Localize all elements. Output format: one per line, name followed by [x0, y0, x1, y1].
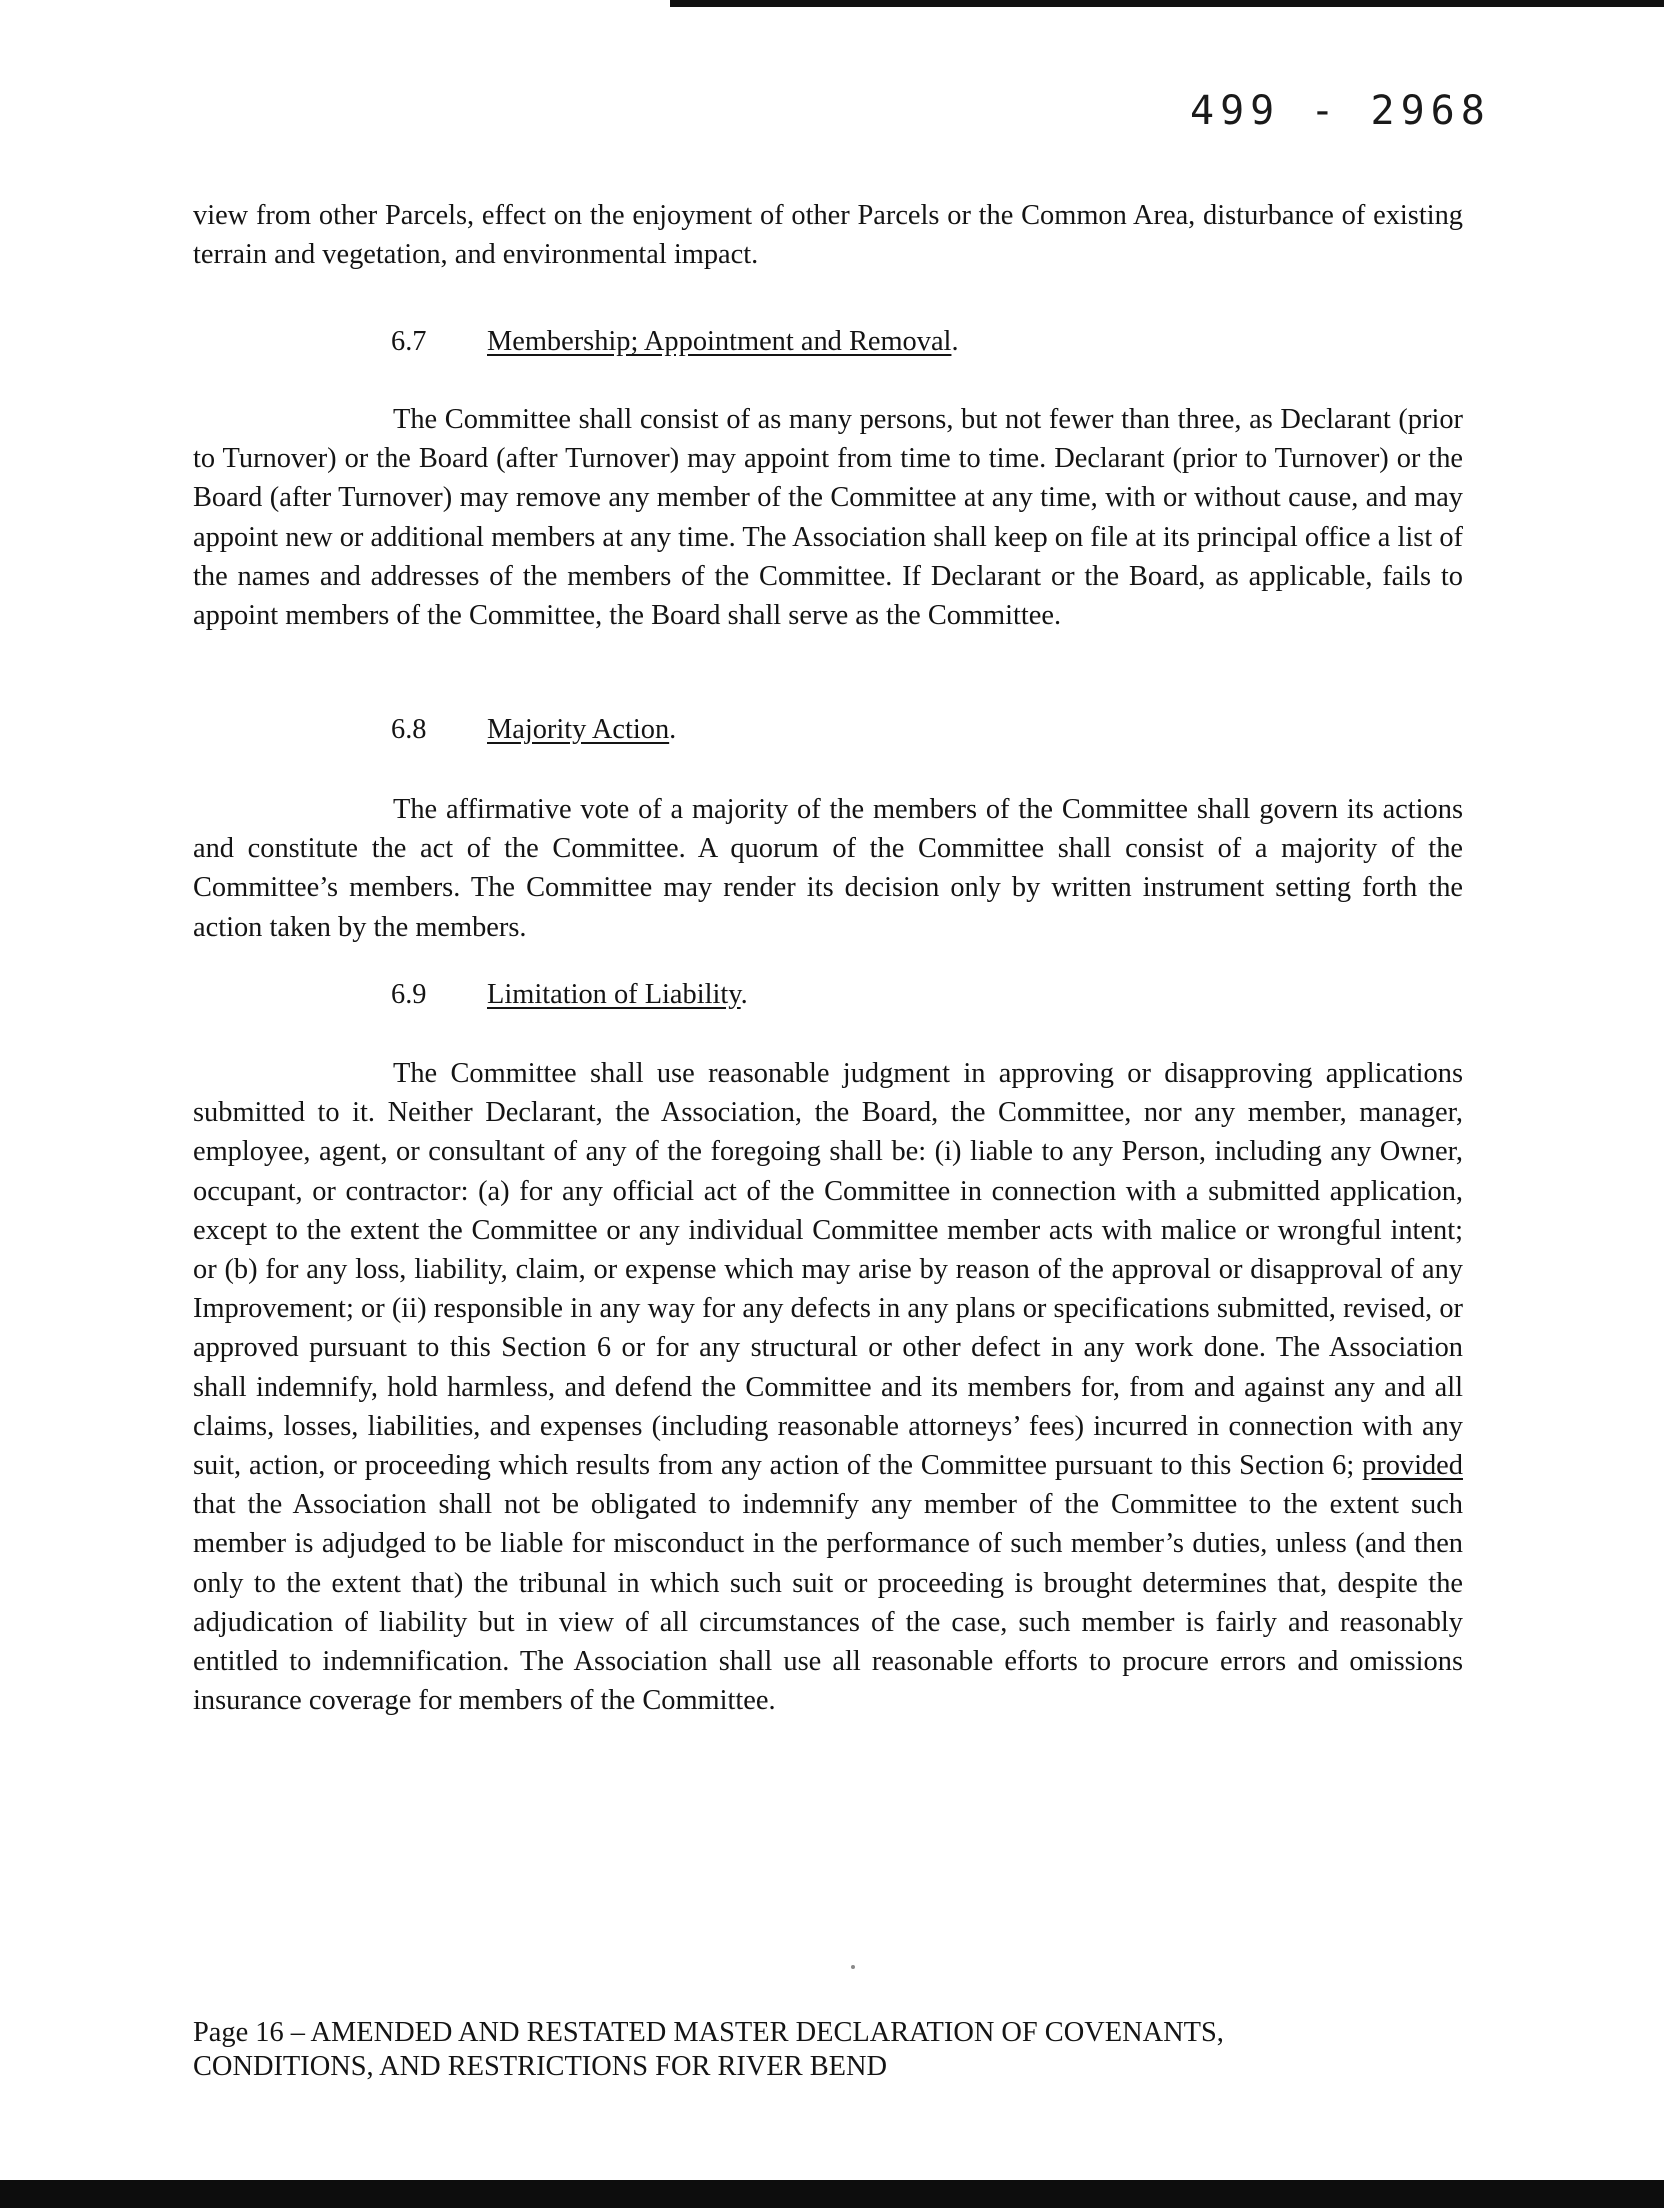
- footer-line-2: CONDITIONS, AND RESTRICTIONS FOR RIVER BEND: [193, 2051, 888, 2082]
- section-title-period: .: [951, 326, 959, 357]
- recording-stamp: 499 - 2968: [1190, 88, 1491, 134]
- section-6-7-heading: [391, 322, 959, 361]
- intro-paragraph: view from other Parcels, effect on the enjoyment of other Parcels or the Common Area, disturbance of existing terrain and vegetation, and environmental impact.: [193, 200, 1463, 271]
- section-title-period: .: [669, 714, 677, 745]
- section-number: 6.7: [391, 326, 427, 357]
- section-title-period: .: [740, 979, 748, 1010]
- page-footer: [193, 2016, 1463, 2084]
- section-6-8-heading: [391, 710, 676, 749]
- section-6-7-body: The Committee shall consist of as many persons, but not fewer than three, as Declarant (prior to Turnover) or the Board (after Turnover) may appoint from time to time. Declarant (prior to Turnover) or the Board (after Turnover) may remove any member of the Committee at any time, with or without cause, and may appoint new or additional members at any time. The Association shall keep on file at its principal office a list of the names and addresses of the members of the Committee. If Declarant or the Board, as applicable, fails to appoint members of the Committee, the Board shall serve as the Committee.: [193, 404, 1463, 632]
- footer-line-1: Page 16 – AMENDED AND RESTATED MASTER DECLARATION OF COVENANTS,: [193, 2017, 1224, 2048]
- section-title: Limitation of Liability: [487, 979, 741, 1010]
- section-number: 6.8: [391, 714, 427, 745]
- scan-edge-bottom: [0, 2180, 1664, 2208]
- emphasized-term: provided: [1362, 1450, 1463, 1482]
- section-title: Majority Action: [487, 714, 670, 745]
- section-6-8-body: The affirmative vote of a majority of the members of the Committee shall govern its actions and constitute the act of the Committee. A quorum of the Committee shall consist of a majority of the Committee’s members. The Committee may render its decision only by written instrument setting forth the action taken by the members.: [193, 794, 1463, 943]
- body-text-part: that the Association shall not be obligated to indemnify any member of the Committee to the extent such member is adjudged to be liable for misconduct in the performance of such member’s duties, unless (and then only to the extent that) the tribunal in which such suit or proceeding is brought determines that, despite the adjudication of liability but in view of all circumstances of the case, such member is fairly and reasonably entitled to indemnification. The Association shall use all reasonable efforts to procure errors and omissions insurance coverage for members of the Committee.: [193, 1489, 1463, 1717]
- section-6-9-heading: [391, 975, 748, 1014]
- section-6-9-body: [193, 1054, 1463, 1720]
- body-text-part: The Committee shall use reasonable judgment in approving or disapproving applications submitted to it. Neither Declarant, the Association, the Board, the Committee, nor any member, manager, employee, agent, or consultant of any of the foregoing shall be: (i) liable to any Person, including any Owner, occupant, or contractor: (a) for any official act of the Committee in connection with a submitted application, except to the extent the Committee or any individual Committee member acts with malice or wrongful intent; or (b) for any loss, liability, claim, or expense which may arise by reason of the approval or disapproval of any Improvement; or (ii) responsible in any way for any defects in any plans or specifications submitted, revised, or approved pursuant to this Section 6 or for any structural or other defect in any work done. The Association shall indemnify, hold harmless, and defend the Committee and its members for, from and against any and all claims, losses, liabilities, and expenses (including reasonable attorneys’ fees) incurred in connection with any suit, action, or proceeding which results from any action of the Committee pursuant to this Section 6;: [193, 1058, 1463, 1482]
- section-title: Membership; Appointment and Removal: [487, 326, 952, 357]
- scan-edge-top: [670, 0, 1664, 7]
- section-number: 6.9: [391, 979, 427, 1010]
- scan-speck: [851, 1965, 855, 1969]
